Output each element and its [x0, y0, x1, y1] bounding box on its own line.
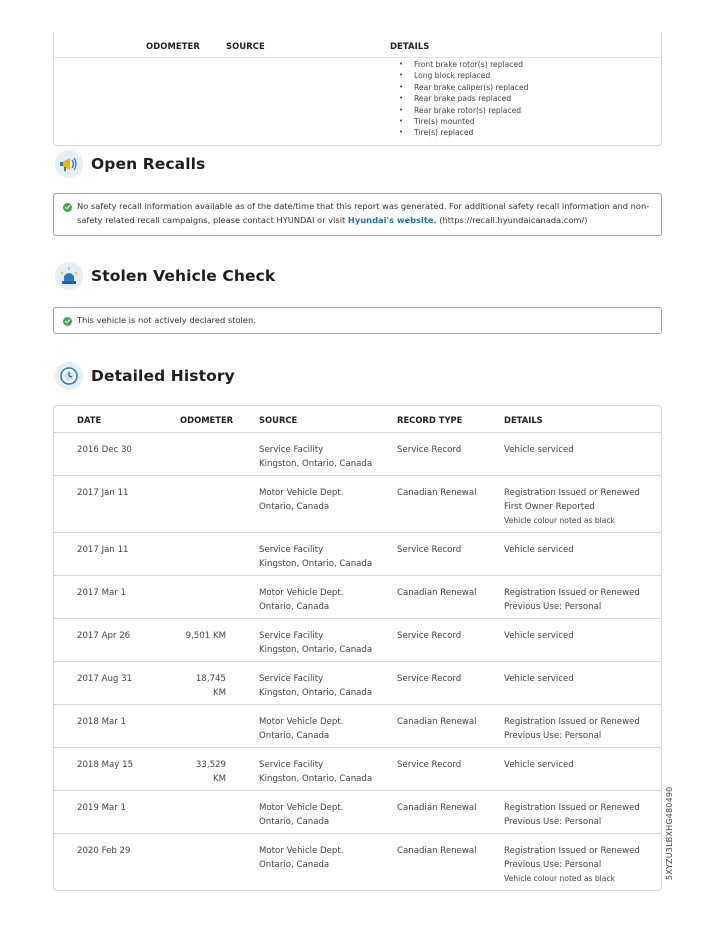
row-date: 2017 Mar 1 [77, 588, 127, 598]
section-title: Stolen Vehicle Check [91, 267, 276, 285]
table-row [54, 476, 661, 533]
row-details: Registration Issued or Renewed First Owner Reported Vehicle colour noted as black [504, 488, 640, 526]
row-date: 2019 Mar 1 [77, 803, 127, 813]
row-source: Service Facility Kingston, Ontario, Canada [259, 674, 373, 699]
table-row [54, 705, 661, 748]
stolen-check-heading [55, 262, 275, 290]
megaphone-icon [55, 150, 83, 178]
row-odometer: 33,529 KM [195, 760, 226, 785]
row-record-type: Service Record [397, 674, 462, 684]
row-date: 2017 Jan 11 [77, 545, 129, 555]
hyundai-website-link[interactable]: Hyundai's website. [347, 215, 437, 225]
recall-text-line1: No safety recall information available as of the date/time that this report was generated. For additional safety recall information and non- [77, 201, 650, 211]
row-details: Vehicle serviced [504, 545, 574, 555]
detailed-history-table [53, 405, 662, 891]
row-details: Registration Issued or Renewed Previous Use: Personal [504, 588, 640, 613]
row-details: Vehicle serviced [504, 760, 574, 770]
col-header-source: SOURCE [259, 415, 298, 425]
service-record-continuation [53, 32, 662, 146]
siren-icon [55, 262, 83, 290]
row-date: 2017 Aug 31 [77, 674, 133, 684]
row-record-type: Service Record [397, 631, 462, 641]
row-date: 2018 Mar 1 [77, 717, 127, 727]
open-recalls-heading [55, 150, 205, 178]
detailed-history-heading [55, 362, 235, 390]
list-item: • Rear brake caliper(s) replaced [392, 82, 528, 93]
row-record-type: Service Record [397, 445, 462, 455]
table-row [54, 433, 661, 476]
service-details-list [392, 59, 528, 139]
recall-link-url: (https://recall.hyundaicanada.com/) [436, 215, 588, 225]
row-record-type: Canadian Renewal [397, 846, 477, 856]
row-source: Service Facility Kingston, Ontario, Canada [259, 760, 373, 785]
row-record-type: Canadian Renewal [397, 588, 477, 598]
row-record-type: Service Record [397, 760, 462, 770]
check-circle-icon [63, 203, 72, 212]
stolen-check-notice [53, 307, 662, 334]
col-header-odometer: ODOMETER [146, 41, 200, 51]
list-item: • Front brake rotor(s) replaced [392, 59, 528, 70]
stolen-check-text: This vehicle is not actively declared stolen. [77, 315, 256, 325]
row-date: 2020 Feb 29 [77, 846, 131, 856]
list-item: • Tire(s) replaced [392, 127, 528, 138]
section-title: Open Recalls [91, 155, 206, 173]
col-header-source: SOURCE [226, 41, 265, 51]
row-source: Service Facility Kingston, Ontario, Canada [259, 631, 373, 656]
section-title: Detailed History [91, 367, 235, 385]
col-header-details: DETAILS [390, 41, 430, 51]
row-source: Motor Vehicle Dept. Ontario, Canada [259, 717, 344, 742]
row-details: Vehicle serviced [504, 445, 574, 455]
row-source: Service Facility Kingston, Ontario, Canada [259, 445, 373, 470]
check-circle-icon [63, 317, 72, 326]
row-date: 2018 May 15 [77, 760, 134, 770]
col-header-odometer: ODOMETER [180, 415, 234, 425]
row-details: Registration Issued or Renewed Previous Use: Personal [504, 803, 640, 828]
list-item: • Tire(s) mounted [392, 116, 528, 127]
open-recalls-notice [53, 193, 662, 236]
vin-label: 5XYZU3LBXHG480490 [665, 786, 674, 880]
row-record-type: Canadian Renewal [397, 803, 477, 813]
row-source: Motor Vehicle Dept. Ontario, Canada [259, 588, 344, 613]
row-date: 2016 Dec 30 [77, 445, 132, 455]
row-date: 2017 Apr 26 [77, 631, 131, 641]
row-details: Registration Issued or Renewed Previous Use: Personal [504, 717, 640, 742]
row-record-type: Service Record [397, 545, 462, 555]
col-header-record-type: RECORD TYPE [397, 415, 463, 425]
row-source: Motor Vehicle Dept. Ontario, Canada [259, 488, 344, 513]
table-header [54, 406, 661, 433]
list-item: • Long block replaced [392, 70, 528, 81]
row-record-type: Canadian Renewal [397, 717, 477, 727]
row-details: Registration Issued or Renewed Previous Use: Personal Vehicle colour noted as black [504, 846, 640, 884]
col-header-date: DATE [77, 415, 102, 425]
row-details: Vehicle serviced [504, 674, 574, 684]
row-odometer: 18,745 KM [195, 674, 226, 699]
table-row [54, 791, 661, 834]
table-row [54, 533, 661, 576]
col-header-details: DETAILS [504, 415, 543, 425]
row-details: Vehicle serviced [504, 631, 574, 641]
recall-text-line2: safety related recall campaigns, please contact HYUNDAI or visit [77, 215, 348, 225]
table-row [54, 662, 661, 705]
table-row [54, 576, 661, 619]
row-source: Motor Vehicle Dept. Ontario, Canada [259, 803, 344, 828]
row-odometer: 9,501 KM [185, 631, 226, 641]
table-row [54, 834, 661, 889]
table-row [54, 619, 661, 662]
row-date: 2017 Jan 11 [77, 488, 129, 498]
row-source: Motor Vehicle Dept. Ontario, Canada [259, 846, 344, 871]
list-item: • Rear brake pads replaced [392, 93, 528, 104]
clock-icon [55, 362, 83, 390]
list-item: • Rear brake rotor(s) replaced [392, 105, 528, 116]
row-source: Service Facility Kingston, Ontario, Canada [259, 545, 373, 570]
row-record-type: Canadian Renewal [397, 488, 477, 498]
header-divider [54, 57, 661, 58]
table-row [54, 748, 661, 791]
